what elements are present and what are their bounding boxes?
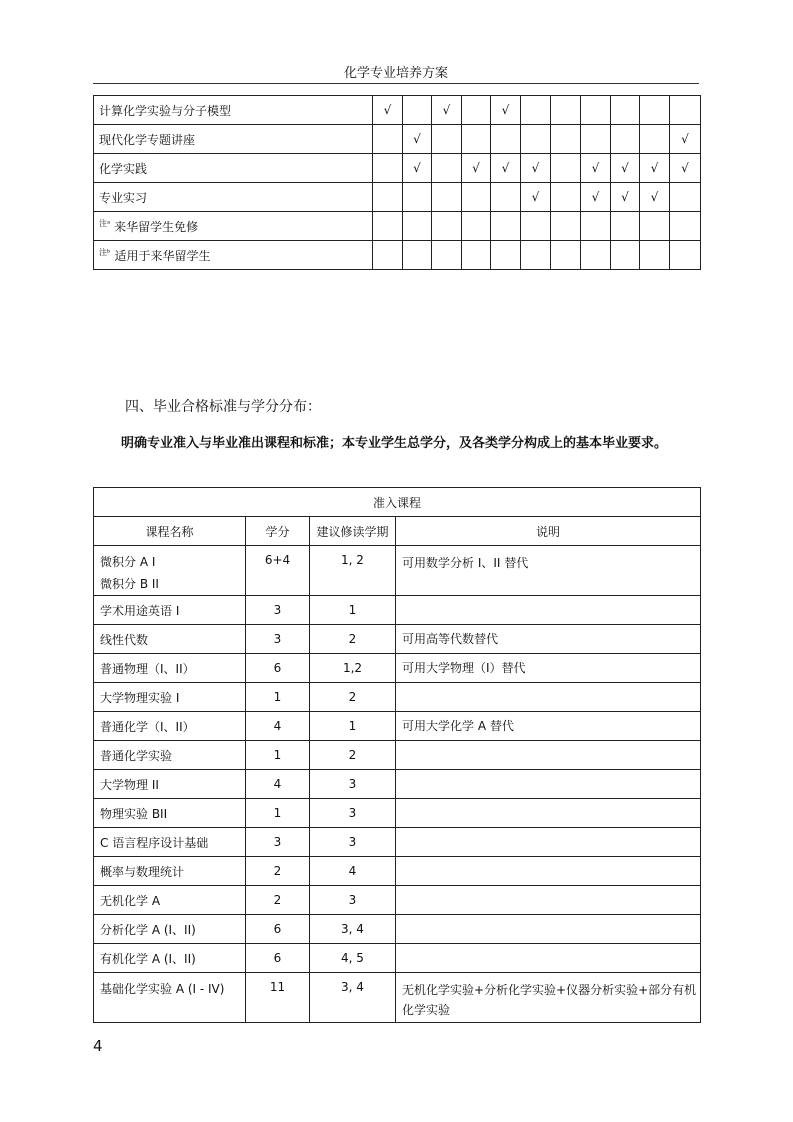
term-cell: 2 bbox=[310, 683, 396, 712]
credit-cell: 2 bbox=[246, 857, 310, 886]
matrix-course-name bbox=[94, 154, 373, 183]
matrix-check-cell: √ bbox=[403, 154, 432, 183]
matrix-check-cell bbox=[432, 154, 462, 183]
table-row bbox=[94, 770, 701, 799]
column-header-name: 课程名称 bbox=[94, 517, 246, 546]
course-name-alt: 微积分 B II bbox=[100, 577, 159, 591]
course-name: 普通化学（I、II） bbox=[100, 719, 195, 734]
note-cell bbox=[396, 828, 701, 857]
matrix-check-cell: √ bbox=[373, 96, 403, 125]
table-row bbox=[94, 683, 701, 712]
matrix-check-cell bbox=[551, 241, 581, 270]
course-name: 大学物理实验 I bbox=[100, 690, 180, 705]
note-cell bbox=[396, 857, 701, 886]
matrix-row bbox=[94, 212, 701, 241]
matrix-check-cell bbox=[491, 212, 521, 241]
course-name: 基础化学实验 A (I - IV) bbox=[100, 982, 225, 996]
table-row bbox=[94, 625, 701, 654]
matrix-row bbox=[94, 96, 701, 125]
course-name: 有机化学 A (I、II) bbox=[100, 951, 196, 966]
term-cell: 3 bbox=[310, 799, 396, 828]
credit-cell: 6 bbox=[246, 654, 310, 683]
matrix-check-cell bbox=[551, 183, 581, 212]
course-label: 适用于来华留学生 bbox=[114, 248, 211, 263]
credit-cell: 1 bbox=[246, 683, 310, 712]
note-cell bbox=[396, 944, 701, 973]
term-cell: 3 bbox=[310, 886, 396, 915]
matrix-check-cell: √ bbox=[432, 96, 462, 125]
course-name-cell bbox=[94, 654, 246, 683]
note-marker: 注ᵇ bbox=[99, 247, 111, 257]
course-name-cell bbox=[94, 770, 246, 799]
course-name: 无机化学 A bbox=[100, 893, 161, 908]
matrix-check-cell bbox=[403, 96, 432, 125]
matrix-course-name bbox=[94, 241, 373, 270]
course-name: 物理实验 BII bbox=[100, 806, 168, 821]
course-name: 微积分 A I bbox=[100, 555, 156, 569]
matrix-check-cell bbox=[611, 96, 640, 125]
term-cell: 3 bbox=[310, 770, 396, 799]
matrix-check-cell: √ bbox=[581, 183, 611, 212]
credit-cell: 6 bbox=[246, 944, 310, 973]
table-row bbox=[94, 712, 701, 741]
note-cell: 可用大学化学 A 替代 bbox=[396, 712, 701, 741]
course-name-cell bbox=[94, 915, 246, 944]
course-label: 现代化学专题讲座 bbox=[99, 132, 196, 147]
matrix-check-cell bbox=[432, 183, 462, 212]
matrix-check-cell bbox=[462, 125, 491, 154]
matrix-check-cell bbox=[462, 96, 491, 125]
term-cell: 1 bbox=[310, 596, 396, 625]
note-cell: 可用高等代数替代 bbox=[396, 625, 701, 654]
course-label: 专业实习 bbox=[99, 190, 148, 205]
note-cell: 可用大学物理（I）替代 bbox=[396, 654, 701, 683]
matrix-course-name bbox=[94, 96, 373, 125]
note-cell: 无机化学实验+分析化学实验+仪器分析实验+部分有机化学实验 bbox=[396, 973, 701, 1023]
term-cell: 4 bbox=[310, 857, 396, 886]
running-header: 化学专业培养方案 bbox=[343, 66, 448, 81]
matrix-check-cell: √ bbox=[611, 183, 640, 212]
table-row bbox=[94, 546, 701, 596]
matrix-check-cell bbox=[403, 183, 432, 212]
note-cell bbox=[396, 799, 701, 828]
course-name: 线性代数 bbox=[100, 632, 149, 647]
column-header-note: 说明 bbox=[396, 517, 701, 546]
term-cell: 1, 2 bbox=[310, 546, 396, 596]
matrix-check-cell: √ bbox=[670, 125, 701, 154]
table-row bbox=[94, 857, 701, 886]
matrix-check-cell bbox=[521, 125, 551, 154]
course-name: 学术用途英语 I bbox=[100, 603, 180, 618]
term-cell: 3, 4 bbox=[310, 915, 396, 944]
matrix-check-cell bbox=[551, 212, 581, 241]
term-cell: 3, 4 bbox=[310, 973, 396, 1023]
matrix-check-cell: √ bbox=[581, 154, 611, 183]
matrix-check-cell bbox=[670, 96, 701, 125]
credit-cell: 3 bbox=[246, 596, 310, 625]
matrix-check-cell: √ bbox=[640, 154, 670, 183]
matrix-course-name bbox=[94, 183, 373, 212]
term-cell: 4, 5 bbox=[310, 944, 396, 973]
term-cell: 1,2 bbox=[310, 654, 396, 683]
matrix-check-cell: √ bbox=[611, 154, 640, 183]
matrix-check-cell bbox=[432, 125, 462, 154]
term-cell: 3 bbox=[310, 828, 396, 857]
matrix-check-cell: √ bbox=[521, 183, 551, 212]
entry-course-table bbox=[93, 487, 701, 1023]
course-name-cell bbox=[94, 828, 246, 857]
table-row bbox=[94, 915, 701, 944]
matrix-course-name bbox=[94, 212, 373, 241]
matrix-check-cell bbox=[640, 96, 670, 125]
matrix-check-cell bbox=[670, 241, 701, 270]
credit-cell: 4 bbox=[246, 770, 310, 799]
term-cell: 2 bbox=[310, 625, 396, 654]
matrix-check-cell: √ bbox=[491, 154, 521, 183]
course-name: 大学物理 II bbox=[100, 777, 159, 792]
page-number: 4 bbox=[93, 1037, 103, 1055]
table-row bbox=[94, 654, 701, 683]
matrix-check-cell bbox=[491, 183, 521, 212]
matrix-check-cell bbox=[462, 183, 491, 212]
table-row bbox=[94, 886, 701, 915]
credit-cell: 6+4 bbox=[246, 546, 310, 596]
matrix-check-cell bbox=[373, 212, 403, 241]
course-name-cell bbox=[94, 799, 246, 828]
matrix-check-cell bbox=[432, 212, 462, 241]
credit-cell: 1 bbox=[246, 741, 310, 770]
matrix-row bbox=[94, 183, 701, 212]
course-name: 概率与数理统计 bbox=[100, 864, 185, 879]
course-objective-matrix bbox=[93, 95, 701, 270]
column-header-credit: 学分 bbox=[246, 517, 310, 546]
matrix-check-cell bbox=[403, 212, 432, 241]
credit-cell: 2 bbox=[246, 886, 310, 915]
note-cell bbox=[396, 683, 701, 712]
table-caption: 准入课程 bbox=[94, 488, 701, 517]
matrix-check-cell bbox=[670, 183, 701, 212]
matrix-check-cell bbox=[462, 241, 491, 270]
matrix-check-cell bbox=[670, 212, 701, 241]
table-row bbox=[94, 944, 701, 973]
table-row bbox=[94, 741, 701, 770]
matrix-check-cell bbox=[432, 241, 462, 270]
section-title: 四、毕业合格标准与学分分布： bbox=[125, 399, 321, 415]
course-name-cell bbox=[94, 973, 246, 1023]
credit-cell: 11 bbox=[246, 973, 310, 1023]
column-header-term: 建议修读学期 bbox=[310, 517, 396, 546]
matrix-check-cell bbox=[611, 241, 640, 270]
table-row bbox=[94, 799, 701, 828]
note-cell bbox=[396, 596, 701, 625]
course-name-cell bbox=[94, 857, 246, 886]
matrix-check-cell bbox=[611, 125, 640, 154]
course-name-cell bbox=[94, 625, 246, 654]
matrix-check-cell bbox=[521, 241, 551, 270]
matrix-check-cell bbox=[581, 212, 611, 241]
course-name-cell bbox=[94, 741, 246, 770]
course-name: 普通化学实验 bbox=[100, 748, 173, 763]
matrix-check-cell bbox=[373, 154, 403, 183]
matrix-check-cell bbox=[551, 96, 581, 125]
matrix-check-cell bbox=[581, 96, 611, 125]
note-cell bbox=[396, 915, 701, 944]
matrix-check-cell bbox=[611, 212, 640, 241]
matrix-check-cell bbox=[403, 241, 432, 270]
term-cell: 1 bbox=[310, 712, 396, 741]
matrix-check-cell bbox=[373, 125, 403, 154]
matrix-check-cell bbox=[551, 125, 581, 154]
header-rule bbox=[93, 83, 699, 84]
matrix-check-cell bbox=[640, 241, 670, 270]
matrix-check-cell bbox=[491, 125, 521, 154]
section-description: 明确专业准入与毕业准出课程和标准；本专业学生总学分，及各类学分构成上的基本毕业要求。 bbox=[121, 436, 668, 451]
table-row bbox=[94, 828, 701, 857]
matrix-check-cell bbox=[640, 212, 670, 241]
course-name-cell bbox=[94, 683, 246, 712]
matrix-row bbox=[94, 241, 701, 270]
matrix-check-cell: √ bbox=[640, 183, 670, 212]
course-label: 来华留学生免修 bbox=[114, 219, 199, 234]
note-cell bbox=[396, 741, 701, 770]
credit-cell: 1 bbox=[246, 799, 310, 828]
matrix-check-cell: √ bbox=[491, 96, 521, 125]
matrix-check-cell: √ bbox=[462, 154, 491, 183]
course-name-cell bbox=[94, 546, 246, 596]
course-name: 普通物理（I、II） bbox=[100, 661, 195, 676]
matrix-check-cell bbox=[640, 125, 670, 154]
course-name: 分析化学 A (I、II) bbox=[100, 922, 196, 937]
note-cell bbox=[396, 886, 701, 915]
course-name-cell bbox=[94, 596, 246, 625]
course-name: C 语言程序设计基础 bbox=[100, 835, 209, 850]
matrix-check-cell bbox=[373, 183, 403, 212]
note-marker: 注ᵃ bbox=[99, 218, 111, 228]
matrix-course-name bbox=[94, 125, 373, 154]
course-name-cell bbox=[94, 712, 246, 741]
credit-cell: 6 bbox=[246, 915, 310, 944]
note-cell bbox=[396, 770, 701, 799]
matrix-row bbox=[94, 125, 701, 154]
course-name-cell bbox=[94, 944, 246, 973]
table-row bbox=[94, 973, 701, 1023]
matrix-check-cell bbox=[581, 125, 611, 154]
credit-cell: 3 bbox=[246, 828, 310, 857]
table-row bbox=[94, 596, 701, 625]
matrix-check-cell bbox=[581, 241, 611, 270]
matrix-row bbox=[94, 154, 701, 183]
term-cell: 2 bbox=[310, 741, 396, 770]
matrix-check-cell bbox=[521, 212, 551, 241]
matrix-check-cell bbox=[373, 241, 403, 270]
matrix-check-cell bbox=[551, 154, 581, 183]
matrix-check-cell bbox=[521, 96, 551, 125]
course-label: 化学实践 bbox=[99, 161, 148, 176]
matrix-check-cell: √ bbox=[521, 154, 551, 183]
note-cell: 可用数学分析 I、II 替代 bbox=[396, 546, 701, 596]
credit-cell: 3 bbox=[246, 625, 310, 654]
course-name-cell bbox=[94, 886, 246, 915]
matrix-check-cell bbox=[491, 241, 521, 270]
course-label: 计算化学实验与分子模型 bbox=[99, 103, 232, 118]
matrix-check-cell: √ bbox=[670, 154, 701, 183]
matrix-check-cell: √ bbox=[403, 125, 432, 154]
credit-cell: 4 bbox=[246, 712, 310, 741]
matrix-check-cell bbox=[462, 212, 491, 241]
